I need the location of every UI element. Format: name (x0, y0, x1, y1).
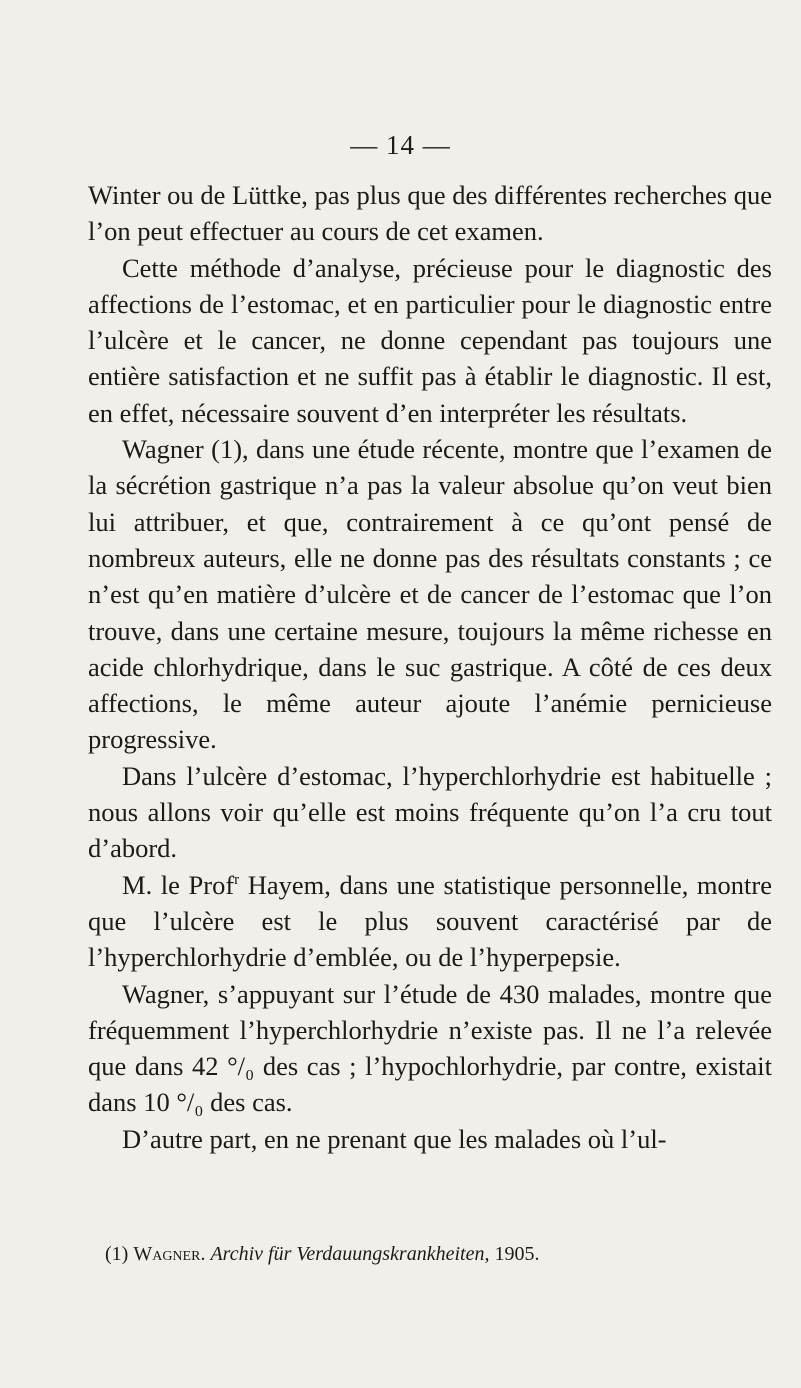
body-text (88, 177, 772, 1157)
paragraph-5-start: M. le Prof (122, 869, 235, 900)
superscript: r (234, 871, 240, 888)
paragraph-4: Dans l’ulcère d’estomac, l’hyperchlorhydrie est habituelle ; nous allons voir qu’elle est moins fréquente qu’on l’a cru tout d’abord. (88, 760, 772, 864)
footnote-rest: , 1905. (484, 1243, 540, 1265)
paragraph-1: Winter ou de Lüttke, pas plus que des différentes recherches que l’on peut effectuer au cours de cet examen. (88, 180, 772, 247)
footnote-author: Wagner (133, 1243, 201, 1265)
footnote-title: Archiv für Verdauungskrankheiten (210, 1243, 485, 1265)
paragraph-7: D’autre part, en ne prenant que les malades où l’ul- (122, 1123, 667, 1154)
footnote (105, 1242, 775, 1266)
footnote-sep: . (200, 1243, 211, 1265)
paragraph-6: Wagner, s’appuyant sur l’étude de 430 malades, montre que fréquemment l’hyperchlorhydrie n’existe pas. Il ne l’a relevée que dans 42 °/₀ des cas ; l’hypochlorhydrie, par contre, existait dans 10 °/₀ des cas. (88, 978, 772, 1118)
paragraph-5-end: Hayem, dans une statistique personnelle, montre que l’ulcère est le plus souvent caractérisé par de l’hyperchlorhydrie d’emblée, ou de l’hyperpepsie. (88, 869, 772, 973)
paragraph-5 (88, 867, 772, 976)
paragraph-2: Cette méthode d’analyse, précieuse pour le diagnostic des affections de l’estomac, et en particulier pour le diagnostic entre l’ulcère et le cancer, ne donne cependant pas toujours une entière satisfaction et ne suffit pas à établir le diagnostic. Il est, en effet, nécessaire souvent d’en interpréter les résultats. (88, 252, 772, 428)
footnote-marker: (1) (105, 1243, 134, 1265)
paragraph-3: Wagner (1), dans une étude récente, montre que l’examen de la sécrétion gastrique n’a pas la valeur absolue qu’on veut bien lui attribuer, et que, contrairement à ce qu’ont pensé de nombreux auteurs, elle ne donne pas des résultats constants ; ce n’est qu’en matière d’ulcère et de cancer de l’estomac que l’on trouve, dans une certaine mesure, toujours la même richesse en acide chlorhydrique, dans le suc gastrique. A côté de ces deux affections, le même auteur ajoute l’anémie pernicieuse progressive. (88, 434, 772, 755)
page-number: — 14 — (350, 130, 451, 160)
